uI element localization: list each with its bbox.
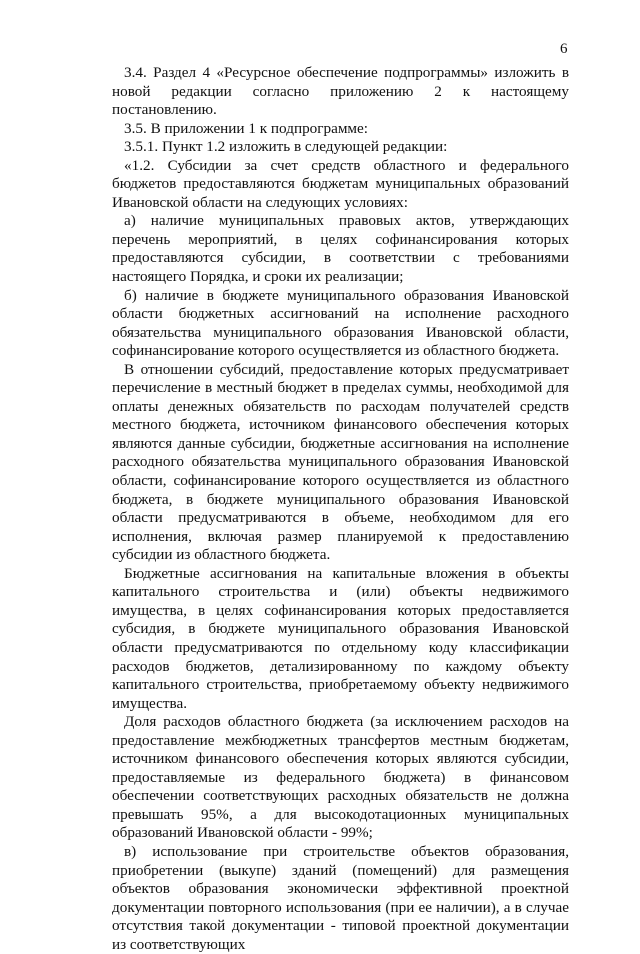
- document-body: [112, 64, 569, 954]
- paragraph-condition-b: б) наличие в бюджете муниципального образования Ивановской области бюджетных ассигнований на исполнение расходного обязательства муниципального образования Ивановской области, софинансирование которого осуществляется из областного бюджета.: [112, 286, 569, 360]
- paragraph-1-2-intro: «1.2. Субсидии за счет средств областного и федерального бюджетов предоставляются бюджетам муниципальных образований Ивановской области на следующих условиях:: [112, 156, 569, 211]
- paragraph-3-4: 3.4. Раздел 4 «Ресурсное обеспечение подпрограммы» изложить в новой редакции согласно приложению 2 к настоящему постановлению.: [112, 64, 569, 119]
- paragraph-3-5-1: 3.5.1. Пункт 1.2 изложить в следующей редакции:: [124, 138, 448, 156]
- paragraph-capital-investments: Бюджетные ассигнования на капитальные вложения в объекты капитального строительства и (или) объекты недвижимого имущества, в целях софинансирования которых предоставляется субсидия, в бюджете муниципального образования Ивановской области предусматриваются по отдельному коду классификации расходов бюджетов, детализированному по каждому объекту капитального строительства, приобретаемому объекту недвижимого имущества.: [112, 564, 569, 712]
- paragraph-3-5: 3.5. В приложении 1 к подпрограмме:: [124, 119, 369, 137]
- paragraph-condition-v: в) использование при строительстве объектов образования, приобретении (выкупе) зданий (помещений) для размещения объектов образования экономически эффективной проектной документации повторного использования (при ее наличии), а в случае отсутствия такой документации - типовой проектной документации из соответствующих: [112, 842, 569, 953]
- paragraph-condition-a: а) наличие муниципальных правовых актов, утверждающих перечень мероприятий, в целях софинансирования которых предоставляются субсидии, в соответствии с требованиями настоящего Порядка, и сроки их реализации;: [112, 212, 569, 286]
- page-number: 6: [560, 41, 568, 57]
- paragraph-subsidy-transfer: В отношении субсидий, предоставление которых предусматривает перечисление в местный бюджет в пределах суммы, необходимой для оплаты денежных обязательств по расходам получателей средств местного бюджета, источником финансового обеспечения которых являются данные субсидии, бюджетные ассигнования на исполнение расходного обязательства муниципального образования Ивановской области, софинансирование которого осуществляется из областного бюджета, в бюджете муниципального образования Ивановской области предусматриваются в объеме, необходимом для его исполнения, включая размер планируемой к предоставлению субсидии из областного бюджета.: [112, 360, 569, 564]
- paragraph-expense-share: Доля расходов областного бюджета (за исключением расходов на предоставление межбюджетных трансфертов местным бюджетам, источником финансового обеспечения которых являются субсидии, предоставляемые из федерального бюджета) в финансовом обеспечении соответствующих расходных обязательств не должна превышать 95%, а для высокодотационных муниципальных образований Ивановской области - 99%;: [112, 713, 569, 842]
